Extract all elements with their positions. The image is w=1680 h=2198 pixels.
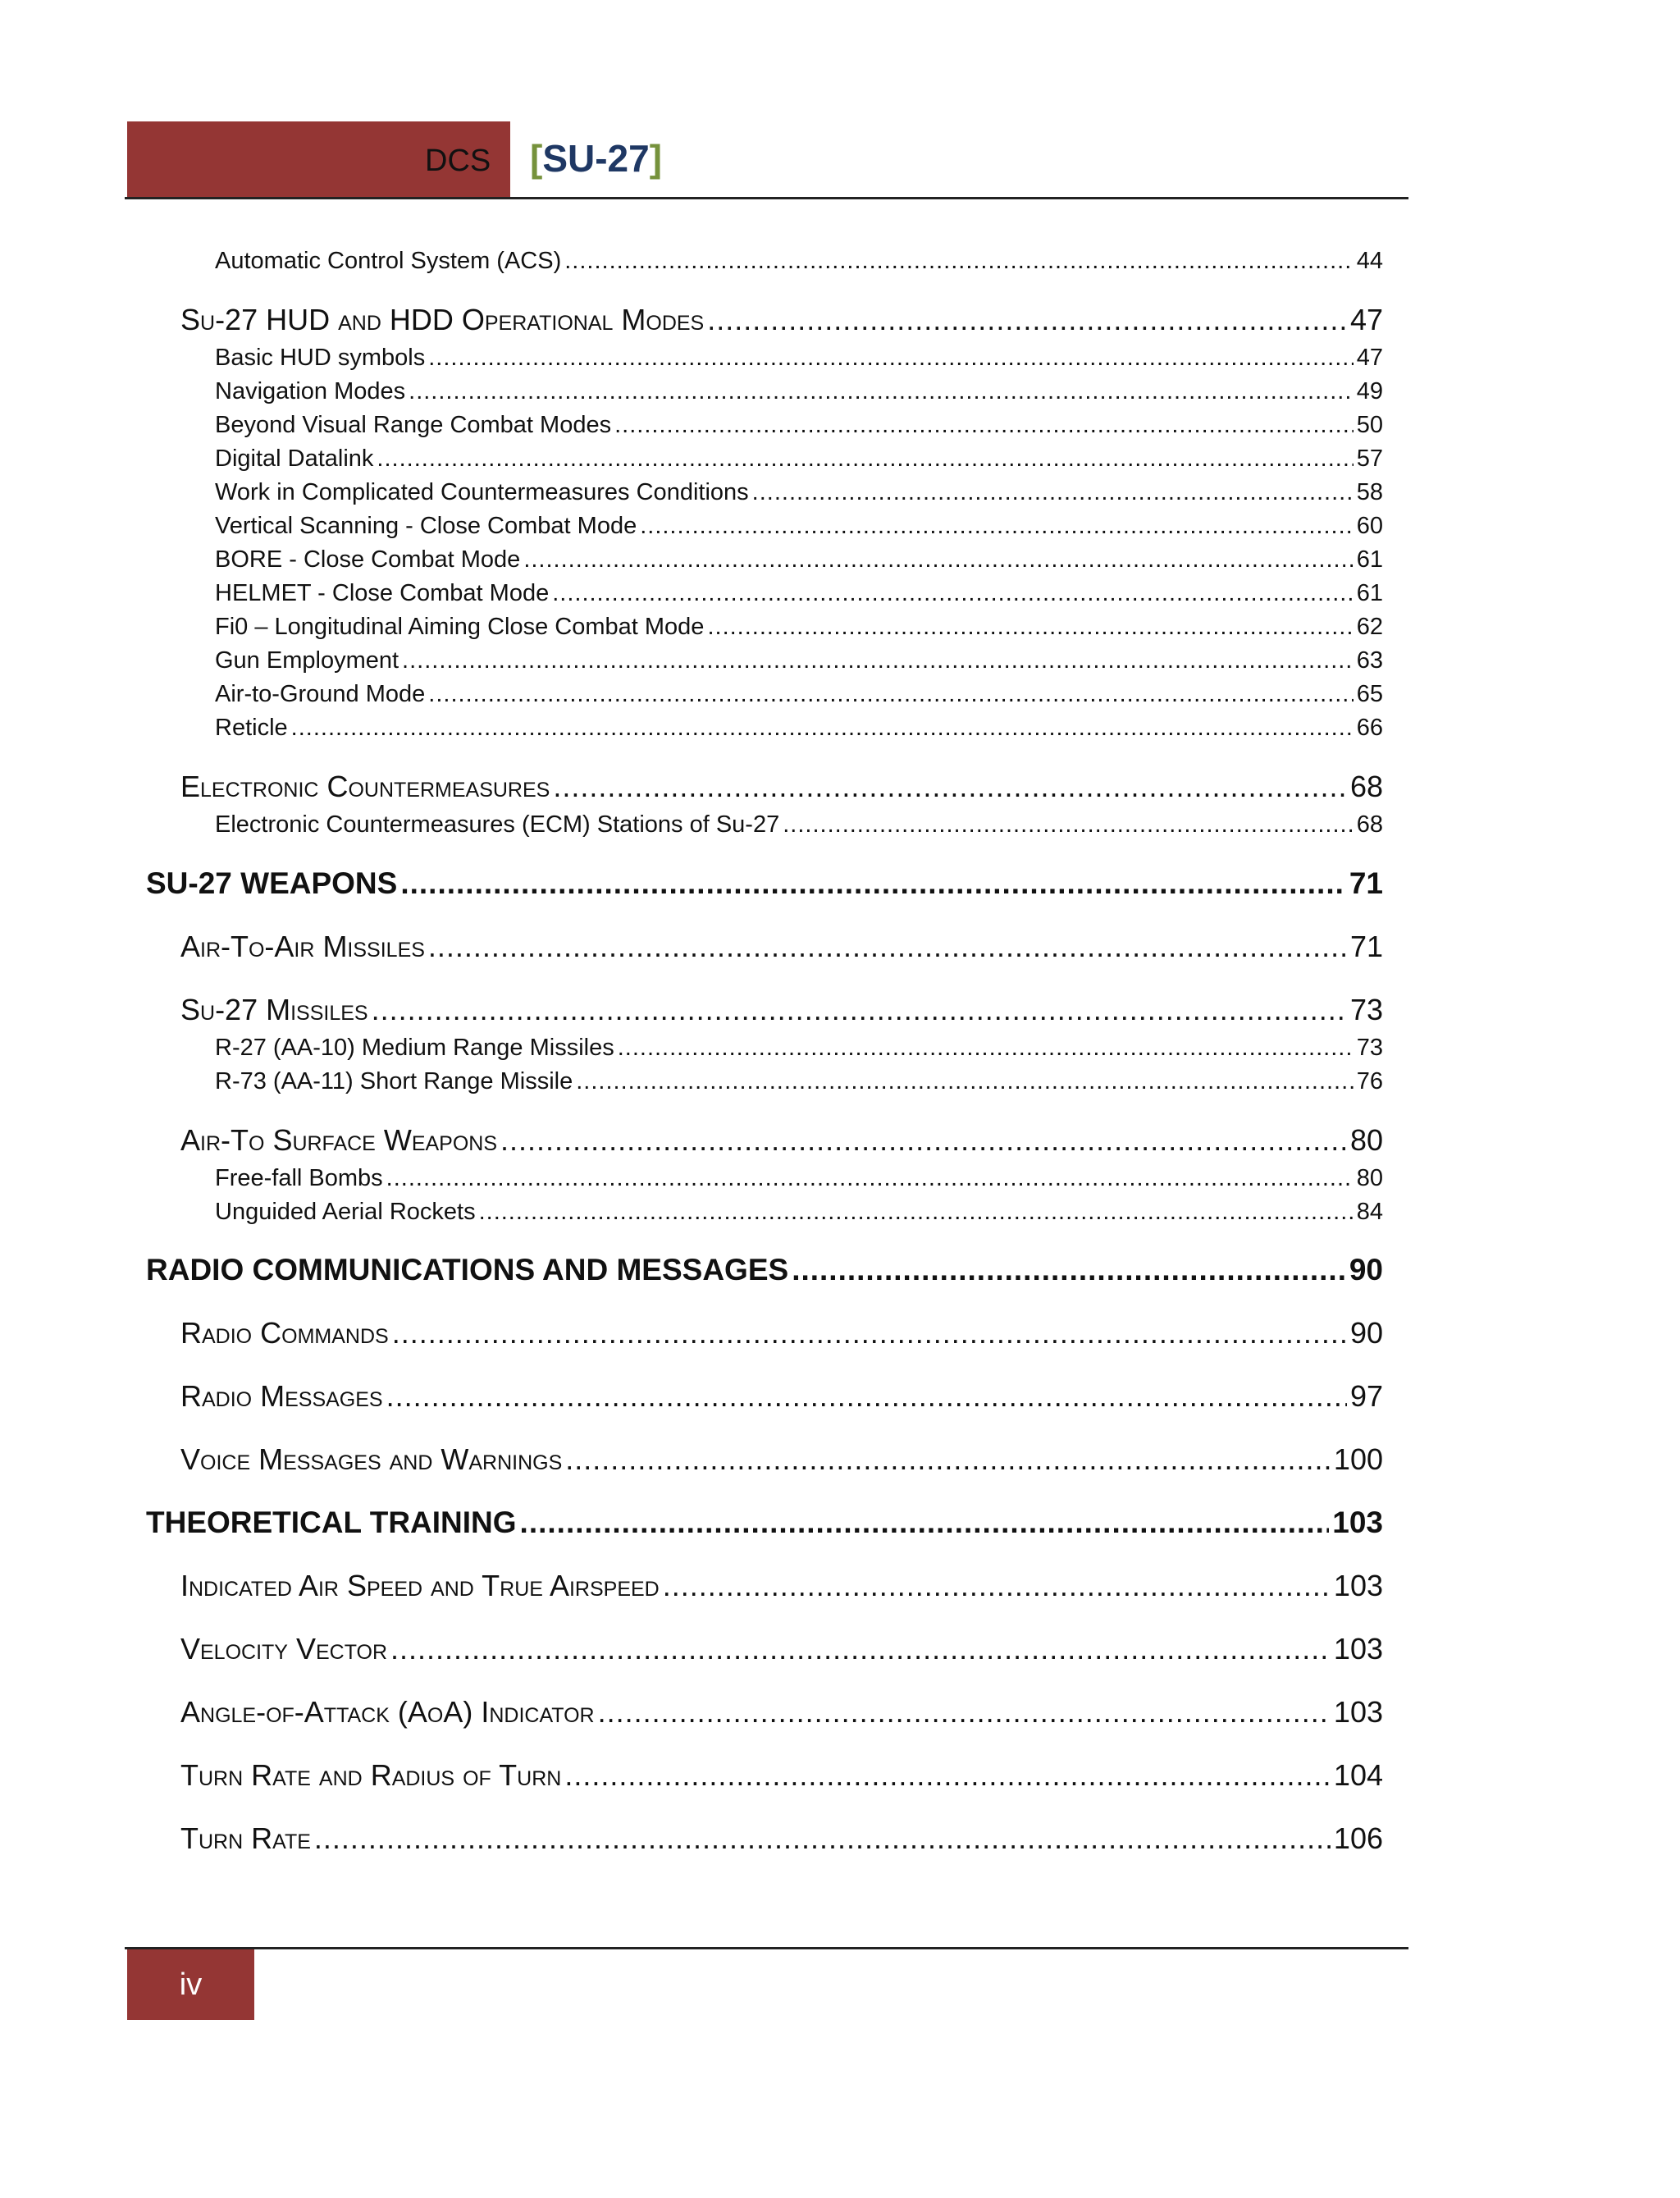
toc-entry[interactable] [180,1821,1383,1856]
toc-entry[interactable] [180,930,1383,964]
toc-entry[interactable] [180,1316,1383,1350]
toc-entry-title: Turn Rate and Radius of Turn [180,1758,562,1792]
toc-dot-leader [520,1506,1330,1540]
toc-entry-title: Free-fall Bombs [215,1165,383,1191]
toc-dot-leader [663,1569,1331,1603]
toc-dot-leader [386,1379,1347,1414]
toc-entry-page: 103 [1333,1632,1383,1666]
toc-dot-leader [428,345,1354,372]
header-bracket-open: [ [530,137,543,180]
toc-entry[interactable] [215,546,1383,573]
toc-dot-leader [500,1123,1347,1158]
toc-entry[interactable] [215,811,1383,839]
toc-entry[interactable] [215,345,1383,372]
toc-entry-page: 71 [1349,930,1383,963]
toc-entry-title: Automatic Control System (ACS) [215,248,562,274]
toc-entry-page: 44 [1356,248,1383,274]
toc-entry-title: Beyond Visual Range Combat Modes [215,412,612,438]
toc-entry-page: 84 [1356,1199,1383,1225]
toc-entry-title: THEORETICAL TRAINING [146,1506,517,1539]
toc-entry-page: 80 [1349,1123,1383,1157]
toc-dot-leader [564,1758,1331,1793]
toc-entry-title: Turn Rate [180,1821,311,1855]
footer-page-box [127,1949,254,2020]
toc-entry-title: HELMET - Close Combat Mode [215,580,550,606]
header-dcs-label: DCS [425,144,491,178]
toc-entry-title: Radio Messages [180,1379,383,1413]
toc-dot-leader [564,248,1354,275]
toc-entry[interactable] [215,378,1383,405]
toc-dot-leader [783,811,1354,839]
toc-entry[interactable] [215,446,1383,473]
toc-entry[interactable] [180,1442,1383,1477]
toc-entry-title: Su-27 HUD and HDD Operational Modes [180,303,705,336]
toc-entry-title: Radio Commands [180,1316,389,1350]
toc-entry-page: 73 [1356,1035,1383,1061]
toc-entry[interactable] [146,1506,1383,1540]
toc-entry-page: 62 [1356,614,1383,640]
toc-entry[interactable] [215,1199,1383,1226]
toc-entry-title: Reticle [215,715,288,741]
toc-entry-title: Basic HUD symbols [215,345,426,371]
toc-dot-leader [640,513,1354,540]
toc-entry-page: 80 [1356,1165,1383,1191]
toc-entry-page: 47 [1356,345,1383,371]
toc-entry-title: Digital Datalink [215,446,374,472]
toc-entry-page: 68 [1349,770,1383,803]
toc-entry-page: 49 [1356,378,1383,404]
toc-entry[interactable] [180,993,1383,1027]
toc-entry-page: 90 [1349,1316,1383,1350]
toc-entry-page: 66 [1356,715,1383,741]
toc-entry-page: 71 [1349,866,1383,900]
toc-entry-title: Air-to-Ground Mode [215,681,426,707]
toc-entry[interactable] [215,479,1383,506]
toc-entry[interactable] [146,866,1383,901]
toc-dot-leader [598,1695,1331,1730]
toc-dot-leader [792,1253,1346,1287]
toc-entry[interactable] [215,513,1383,540]
toc-entry[interactable] [180,1379,1383,1414]
toc-entry-page: 103 [1333,1695,1383,1729]
page-number: iv [179,1967,203,2002]
toc-entry-page: 104 [1333,1758,1383,1792]
toc-entry-title: Electronic Countermeasures [180,770,550,803]
toc-entry-title: Gun Employment [215,647,399,674]
toc-entry-page: 97 [1349,1379,1383,1413]
toc-dot-leader [707,614,1353,641]
toc-entry-title: Work in Complicated Countermeasures Conditions [215,479,749,505]
toc-entry-title: Su-27 Missiles [180,993,368,1026]
toc-dot-leader [752,479,1354,506]
toc-entry-page: 106 [1333,1821,1383,1855]
toc-entry-title: Angle-of-Attack (AoA) Indicator [180,1695,595,1729]
toc-entry[interactable] [215,580,1383,607]
toc-entry[interactable] [180,1569,1383,1603]
toc-entry[interactable] [215,614,1383,641]
toc-entry[interactable] [215,1035,1383,1062]
toc-dot-leader [400,866,1346,901]
toc-entry-title: Air-To Surface Weapons [180,1123,498,1157]
toc-dot-leader [402,647,1354,674]
toc-entry[interactable] [215,715,1383,742]
toc-dot-leader [576,1068,1354,1095]
toc-entry-page: 50 [1356,412,1383,438]
toc-entry-title: Indicated Air Speed and True Airspeed [180,1569,660,1602]
toc-entry-title: R-27 (AA-10) Medium Range Missiles [215,1035,614,1061]
toc-dot-leader [707,303,1347,337]
toc-entry-page: 103 [1333,1569,1383,1602]
toc-entry-title: Navigation Modes [215,378,406,404]
toc-dot-leader [386,1165,1354,1192]
toc-dot-leader [291,715,1354,742]
toc-entry[interactable] [215,681,1383,708]
toc-entry-title: Electronic Countermeasures (ECM) Stations of Su-27 [215,811,780,838]
toc-entry-title: Voice Messages and Warnings [180,1442,563,1476]
toc-entry[interactable] [180,770,1383,804]
toc-entry-page: 90 [1349,1253,1383,1286]
toc-dot-leader [314,1821,1331,1856]
toc-entry-page: 68 [1356,811,1383,838]
toc-dot-leader [390,1632,1331,1666]
toc-dot-leader [618,1035,1354,1062]
header-bracket-close: ] [649,137,663,180]
toc-entry-page: 47 [1349,303,1383,336]
toc-dot-leader [523,546,1353,573]
toc-dot-leader [479,1199,1354,1226]
toc-dot-leader [552,580,1354,607]
toc-entry-page: 61 [1356,580,1383,606]
toc-entry-page: 100 [1333,1442,1383,1476]
toc-entry[interactable] [215,647,1383,674]
toc-entry[interactable] [215,248,1383,275]
toc-dot-leader [428,930,1347,964]
toc-entry[interactable] [215,412,1383,439]
toc-entry-title: SU-27 WEAPONS [146,866,398,900]
toc-entry-title: BORE - Close Combat Mode [215,546,521,573]
toc-dot-leader [372,993,1347,1027]
toc-entry[interactable] [180,1123,1383,1158]
toc-entry[interactable] [215,1068,1383,1095]
toc-entry-page: 60 [1356,513,1383,539]
toc-entry-title: Velocity Vector [180,1632,388,1666]
footer-rule [125,1947,1408,1949]
toc-dot-leader [614,412,1354,439]
toc-dot-leader [565,1442,1331,1477]
toc-entry-page: 65 [1356,681,1383,707]
toc-entry-page: 76 [1356,1068,1383,1094]
toc-entry-title: Vertical Scanning - Close Combat Mode [215,513,637,539]
toc-entry-page: 61 [1356,546,1383,573]
toc-entry[interactable] [180,303,1383,337]
toc-entry-page: 63 [1356,647,1383,674]
toc-entry-title: RADIO COMMUNICATIONS AND MESSAGES [146,1253,789,1286]
toc-entry-page: 73 [1349,993,1383,1026]
toc-entry-title: Fi0 – Longitudinal Aiming Close Combat Mode [215,614,705,640]
toc-entry[interactable] [180,1695,1383,1730]
toc-dot-leader [392,1316,1347,1350]
toc-dot-leader [553,770,1347,804]
toc-entry-page: 57 [1356,446,1383,472]
toc-entry[interactable] [215,1165,1383,1192]
toc-dot-leader [377,446,1353,473]
toc-entry[interactable] [146,1253,1383,1287]
toc-entry[interactable] [180,1758,1383,1793]
toc-dot-leader [409,378,1354,405]
toc-entry-title: R-73 (AA-11) Short Range Missile [215,1068,573,1094]
header-title-text: SU-27 [542,137,650,180]
toc-entry-title: Unguided Aerial Rockets [215,1199,476,1225]
toc-entry-title: Air-To-Air Missiles [180,930,425,963]
toc-entry[interactable] [180,1632,1383,1666]
toc-dot-leader [428,681,1353,708]
toc-entry-page: 103 [1332,1506,1383,1539]
toc-entry-page: 58 [1356,479,1383,505]
